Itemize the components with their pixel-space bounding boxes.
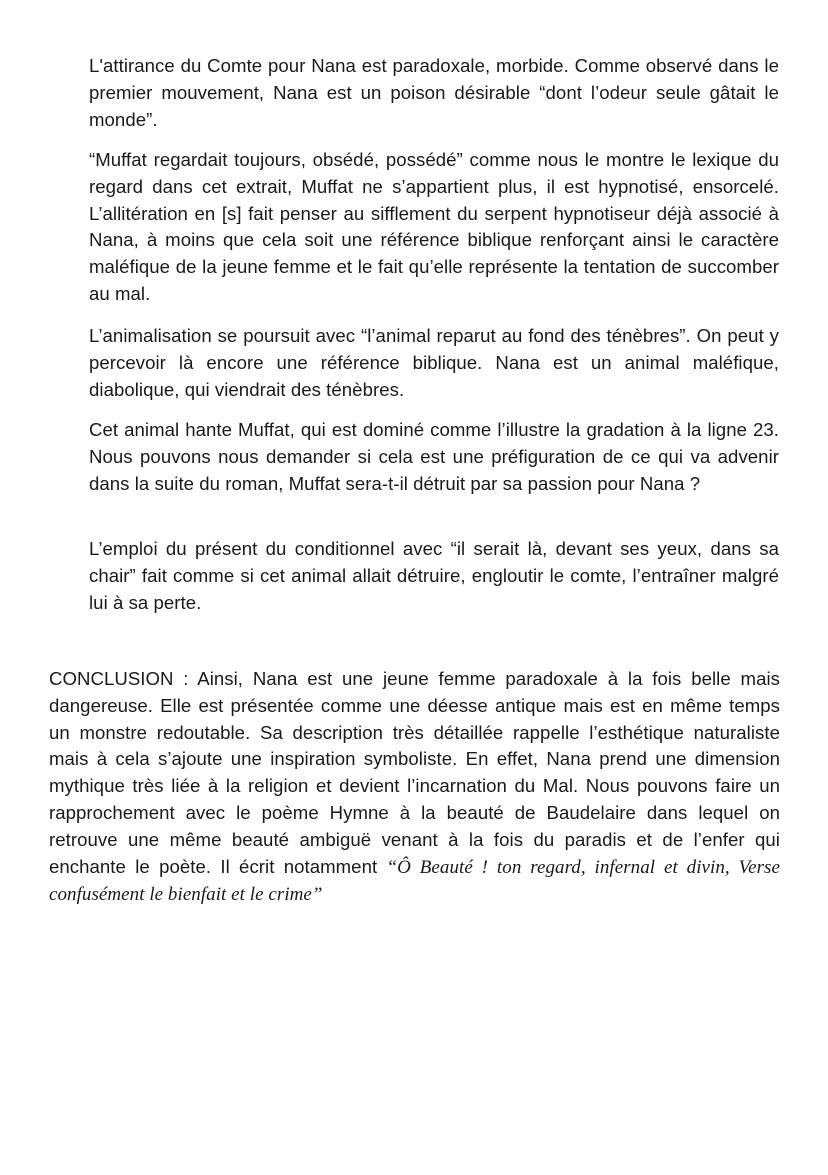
baudelaire-quote: “Ô Beauté ! ton regard, infernal et divin, Verse confusément le bienfait et le crime” (49, 856, 780, 906)
conclusion-paragraph (49, 666, 780, 909)
paragraph-gradation: Cet animal hante Muffat, qui est dominé comme l’illustre la gradation à la ligne 23. Nous pouvons nous demander si cela est une préfiguration de ce qui va advenir dans la suite du roman, Muffat sera-t-il détruit par sa passion pour Nana ? (89, 419, 779, 494)
paragraph-conditionnel: L’emploi du présent du conditionnel avec “il serait là, devant ses yeux, dans sa chair” fait comme si cet animal allait détruire, engloutir le comte, l’entraîner malgré lui à sa perte. (89, 538, 779, 613)
conclusion-text: CONCLUSION : Ainsi, Nana est une jeune femme paradoxale à la fois belle mais dangereuse. Elle est présentée comme une déesse antique mais est en même temps un monstre redoutable. Sa description très détaillée rappelle l’esthétique naturaliste mais à cela s’ajoute une inspiration symboliste. En effet, Nana prend une dimension mythique très liée à la religion et devient l’incarnation du Mal. Nous pouvons faire un rapprochement avec le poème Hymne à la beauté de Baudelaire dans lequel on retrouve une même beauté ambiguë venant à la fois du paradis et de l’enfer qui enchante le poète. Il écrit notamment (49, 668, 780, 877)
paragraph-attirance: L'attirance du Comte pour Nana est paradoxale, morbide. Comme observé dans le premier mouvement, Nana est un poison désirable “dont l’odeur seule gâtait le monde”. (89, 55, 779, 130)
paragraph-regard: “Muffat regardait toujours, obsédé, possédé” comme nous le montre le lexique du regard dans cet extrait, Muffat ne s’appartient plus, il est hypnotisé, ensorcelé. L’allitération en [s] fait penser au sifflement du serpent hypnotiseur déjà associé à Nana, à moins que cela soit une référence biblique renforçant ainsi le caractère maléfique de la jeune femme et le fait qu’elle représente la tentation de succomber au mal. (89, 149, 779, 304)
paragraph-animalisation: L’animalisation se poursuit avec “l’animal reparut au fond des ténèbres”. On peut y percevoir là encore une référence biblique. Nana est un animal maléfique, diabolique, qui viendrait des ténèbres. (89, 325, 779, 400)
